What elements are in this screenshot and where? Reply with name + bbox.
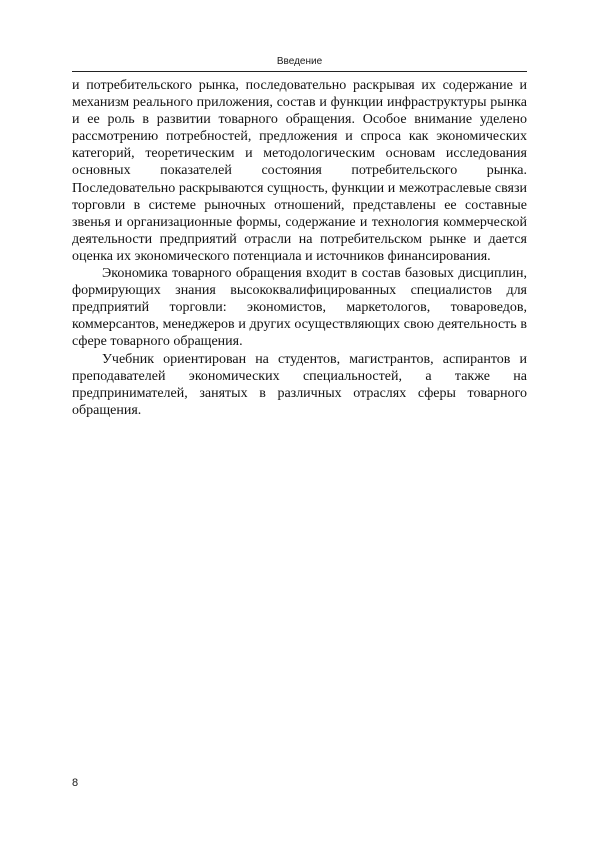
paragraph-continuation: и потребительского рынка, последовательно раскрывая их содержание и механизм реального приложения, состав и функции инфраструктуры рынка и ее роль в развитии товарного обращения. Особое внимание уделено рассмотрению потребностей, предложения и спроса как экономических категорий, теоретическим и методологическим основам исследования основных показателей состояния потребительского рынка. Последовательно раскрываются сущность, функции и межотраслевые связи торговли в системе рыночных отношений, представлены ее составные звенья и организационные формы, содержание и технология коммерческой деятельности предприятий отрасли на потребительском рынке и дается оценка их экономического потенциала и источников финансирования. — [72, 78, 527, 264]
header-divider — [72, 71, 527, 72]
running-header-title: Введение — [276, 56, 323, 67]
page-number: 8 — [72, 777, 79, 789]
body-text — [72, 77, 527, 419]
paragraph-economics: Экономика товарного обращения входит в состав базовых дисциплин, формирующих знания высококвалифицированных специалистов для предприятий торговли: экономистов, маркетологов, товароведов, коммерсантов, менеджеров и других осуществляющих свою деятельность в сфере товарного обращения. — [72, 266, 527, 350]
paragraph-audience: Учебник ориентирован на студентов, магистрантов, аспирантов и преподавателей экономических специальностей, а также на предпринимателей, занятых в различных отраслях сферы товарного обращения. — [72, 351, 527, 418]
